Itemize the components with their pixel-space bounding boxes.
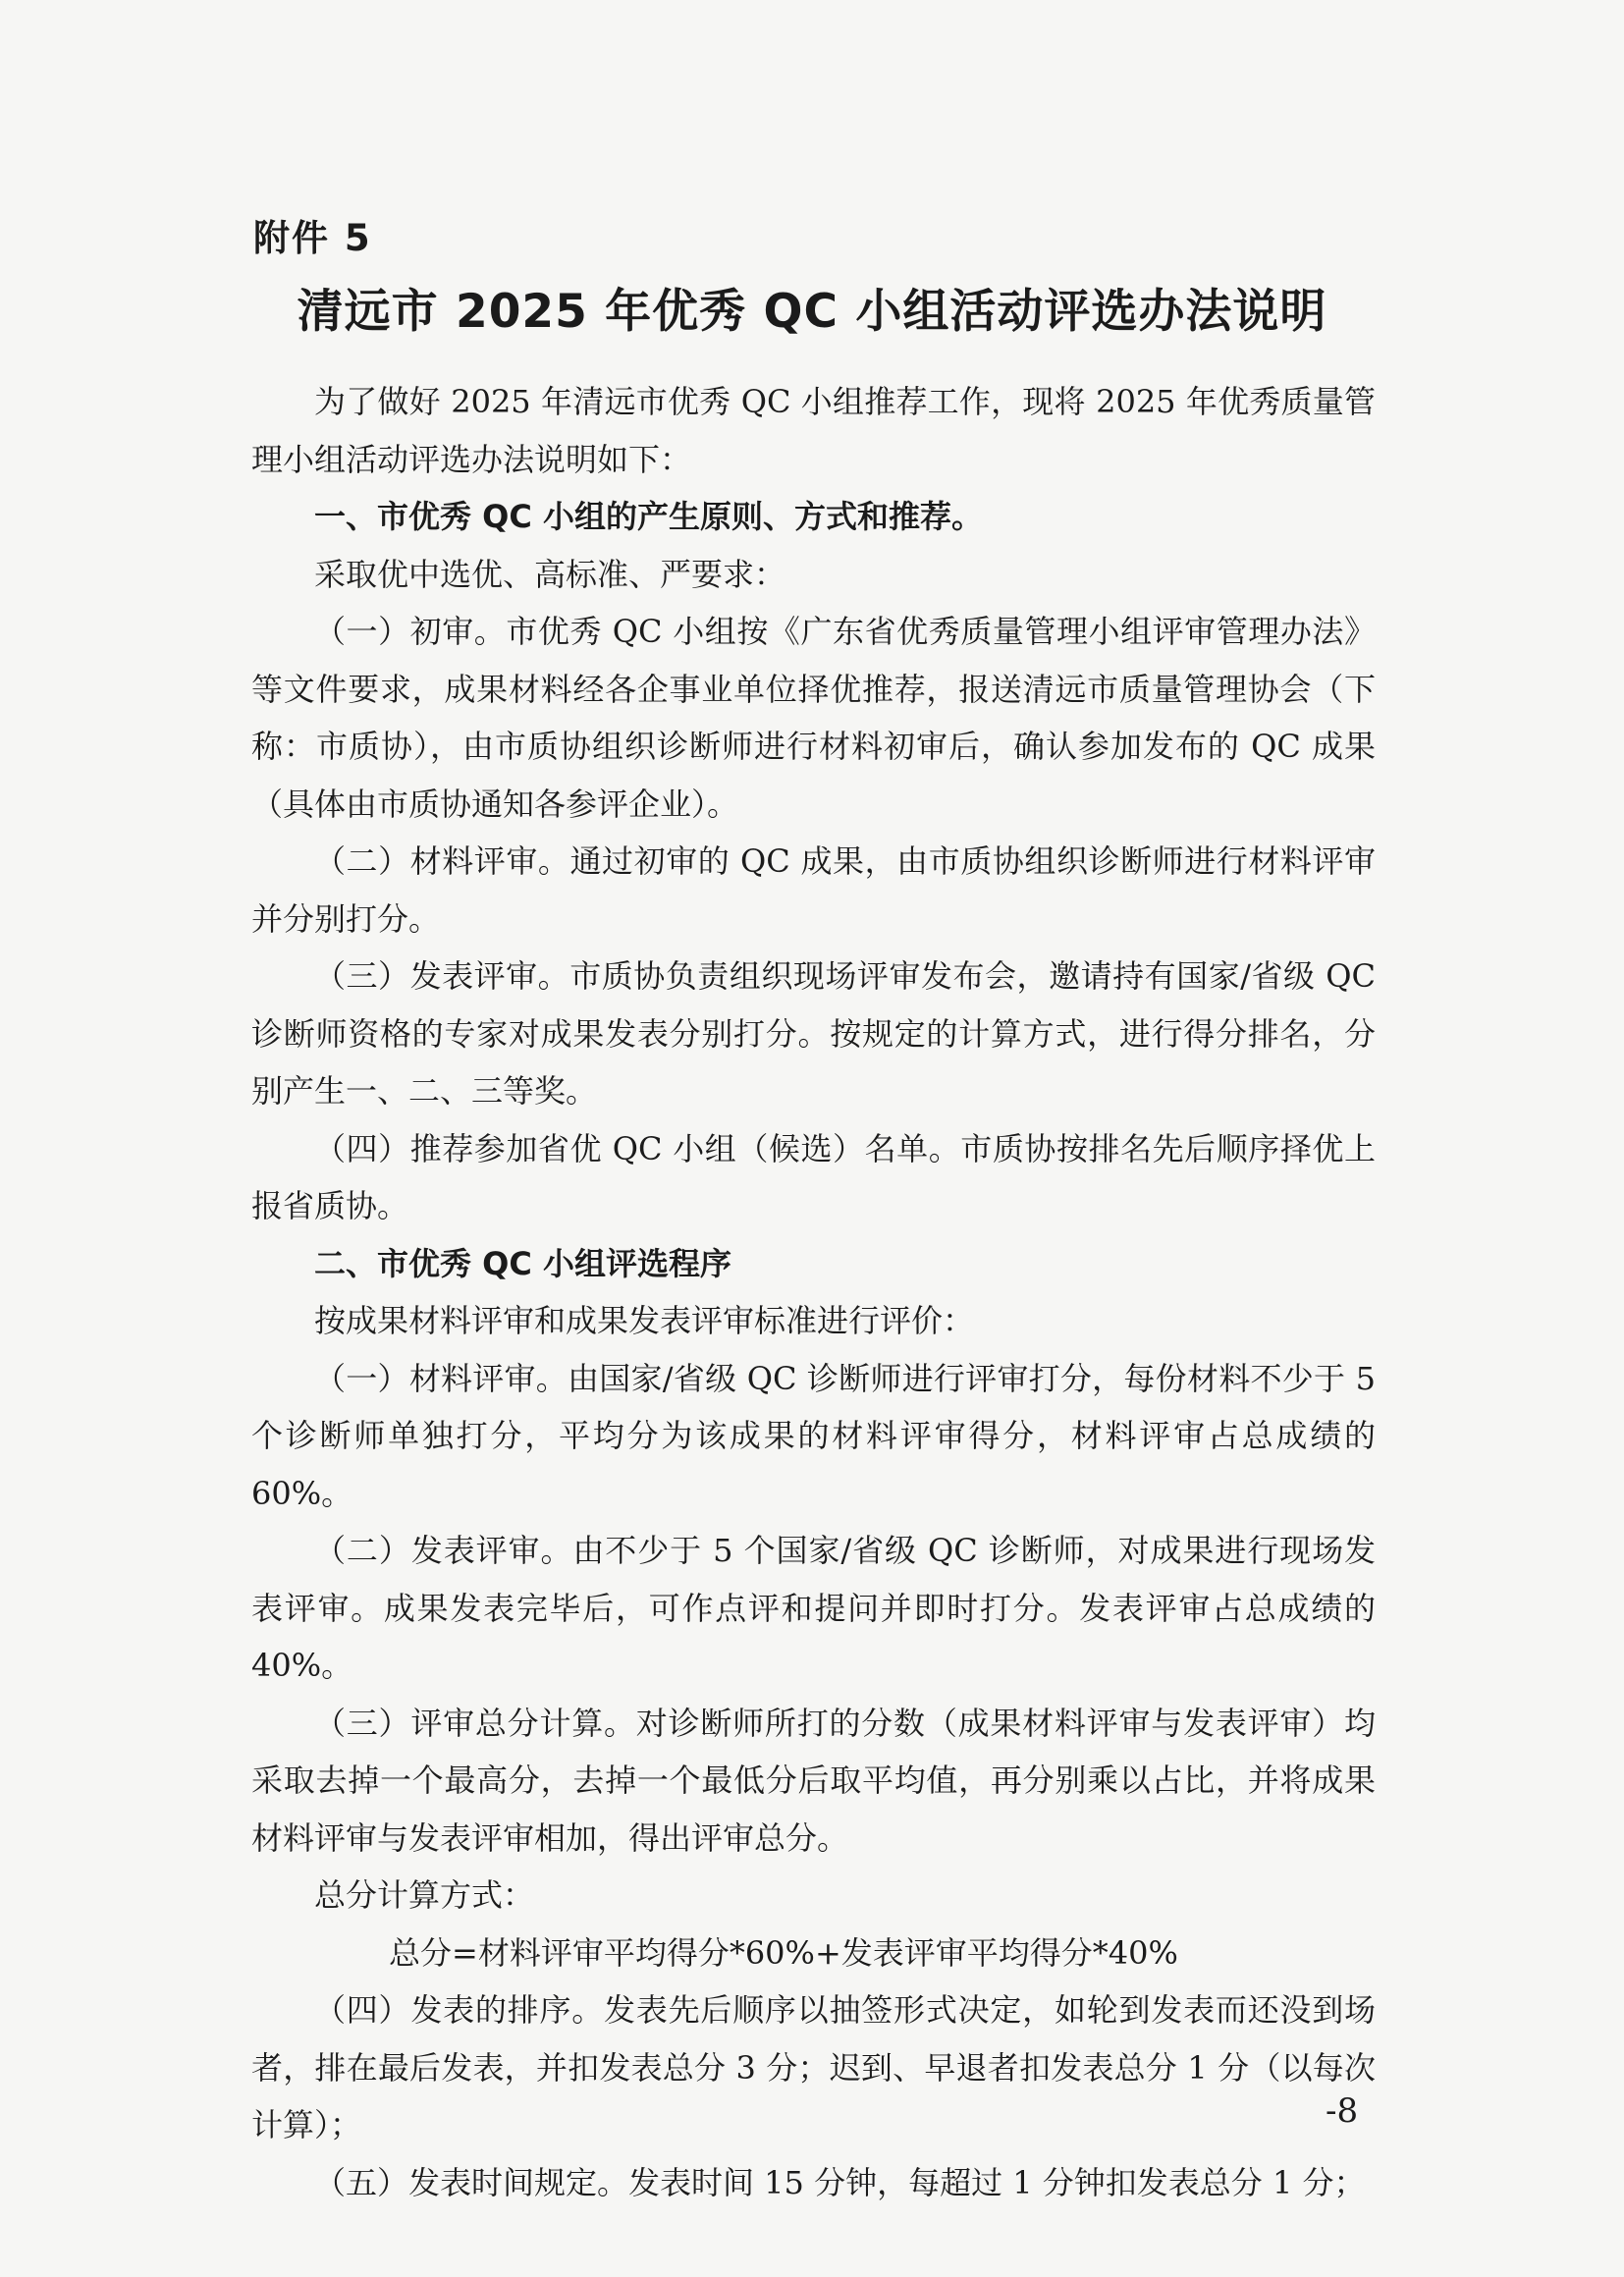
attachment-label: 附件 5 xyxy=(253,217,372,259)
paragraph: （二）材料评审。通过初审的 QC 成果，由市质协组织诊断师进行材料评审并分别打分。 xyxy=(251,842,1376,938)
paragraph: （三）发表评审。市质协负责组织现场评审发布会，邀请持有国家/省级 QC 诊断师资格的专家对成果发表分别打分。按规定的计算方式，进行得分排名，分别产生一、二、三等奖。 xyxy=(251,957,1376,1110)
section-heading-1: 一、市优秀 QC 小组的产生原则、方式和推荐。 xyxy=(314,498,983,535)
section-heading-2: 二、市优秀 QC 小组评选程序 xyxy=(314,1244,731,1282)
page-number: -8 xyxy=(1326,2091,1359,2131)
paragraph: （一）初审。市优秀 QC 小组按《广东省优秀质量管理小组评审管理办法》等文件要求，成果材料经各企事业单位择优推荐，报送清远市质量管理协会（下称：市质协），由市质协组织诊断师进行材料初审后，确认参加发布的 QC 成果（具体由市质协通知各参评企业）。 xyxy=(251,613,1376,823)
paragraph: （五）发表时间规定。发表时间 15 分钟，每超过 1 分钟扣发表总分 1 分； xyxy=(314,2163,1366,2201)
document-title: 清远市 2025 年优秀 QC 小组活动评选办法说明 xyxy=(297,285,1327,339)
paragraph: （四）发表的排序。发表先后顺序以抽签形式决定，如轮到发表而还没到场者，排在最后发表，并扣发表总分 3 分；迟到、早退者扣发表总分 1 分（以每次计算）； xyxy=(251,1991,1376,2143)
paragraph: 总分计算方式： xyxy=(314,1876,535,1914)
paragraph: （一）材料评审。由国家/省级 QC 诊断师进行评审打分，每份材料不少于 5 个诊断师单独打分，平均分为该成果的材料评审得分，材料评审占总成绩的 60%。 xyxy=(251,1359,1376,1512)
document-body xyxy=(251,373,1376,2211)
paragraph: （三）评审总分计算。对诊断师所打的分数（成果材料评审与发表评审）均采取去掉一个最高分，去掉一个最低分后取平均值，再分别乘以占比，并将成果材料评审与发表评审相加，得出评审总分。 xyxy=(251,1704,1376,1857)
intro-paragraph: 为了做好 2025 年清远市优秀 QC 小组推荐工作，现将 2025 年优秀质量管理小组活动评选办法说明如下： xyxy=(251,383,1376,478)
paragraph: （四）推荐参加省优 QC 小组（候选）名单。市质协按排名先后顺序择优上报省质协。 xyxy=(251,1129,1376,1224)
paragraph: 采取优中选优、高标准、严要求： xyxy=(314,555,786,593)
paragraph: 按成果材料评审和成果发表评审标准进行评价： xyxy=(314,1302,975,1339)
formula-line: 总分=材料评审平均得分*60%+发表评审平均得分*40% xyxy=(389,1933,1178,1972)
paragraph: （二）发表评审。由不少于 5 个国家/省级 QC 诊断师，对成果进行现场发表评审。成果发表完毕后，可作点评和提问并即时打分。发表评审占总成绩的 40%。 xyxy=(251,1532,1376,1684)
